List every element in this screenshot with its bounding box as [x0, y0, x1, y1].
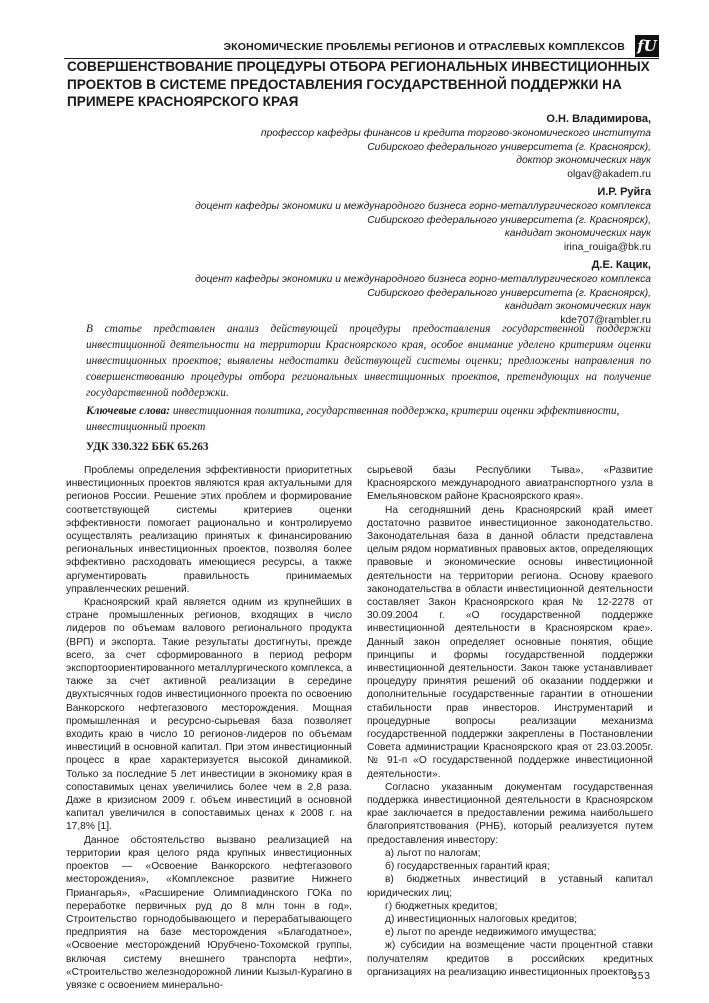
author-email: irina_rouiga@bk.ru: [563, 241, 651, 253]
authors-block: [131, 112, 651, 331]
author-affiliation: Сибирского федерального университета (г. Красноярск),: [367, 287, 651, 299]
paragraph: Данное обстоятельство вызвано реализацией на территории края целого ряда крупных инвестиционных проектов — «Освоение Ванкорского нефтегазового месторождения», «Комплексное развитие Нижнего Приангарья», «Расширение Олимпиадинского ГОКа по переработке первичных руд до 8 млн тонн в год», Строительство горнодобывающего и перерабатывающего предприятия на базе месторождения «Благодатное», «Освоение месторождений Юрубчено-Тохомской группы, включая систему внешнего транспорта нефти», «Строительство железнодорожной линии Кызыл-Курагино в увязке с освоением минерально-: [66, 834, 352, 991]
author-affiliation: Сибирского федерального университета (г. Красноярск),: [367, 141, 651, 153]
list-item: ж) субсидии на возмещение части процентной ставки получателям кредитов в российских кредитных организациях на реализацию инвестиционных проектов.: [367, 940, 653, 978]
paragraph: Проблемы определения эффективности приоритетных инвестиционных проектов являются края актуальными для регионов России. Решение этих проблем и формирование соответствующей системы критериев оценки эффективности помогает рационально и контролируемо осуществлять реализацию принятых к финансированию региональных инвестиционных проектов, позволяя более эффективно расходовать имеющиеся ресурсы, а также аргументировать правильность принимаемых управленческих решений.: [66, 465, 352, 595]
author-1: [131, 112, 651, 181]
paragraph: Согласно указанным документам государственная поддержка инвестиционной деятельности в Красноярском крае заключается в предоставлении режима наибольшего благоприятствования (РНБ), который реализуется путем предоставления инвестору:: [367, 781, 653, 846]
author-affiliation: доцент кафедры экономики и международного бизнеса горно-металлургического комплекса: [195, 274, 651, 285]
keywords: [86, 403, 651, 435]
author-name: Д.Е. Кацик,: [591, 259, 651, 271]
author-3: [131, 258, 651, 327]
keywords-label: Ключевые слова:: [86, 405, 171, 417]
author-email: olgav@akadem.ru: [567, 168, 651, 180]
article-title: СОВЕРШЕНСТВОВАНИЕ ПРОЦЕДУРЫ ОТБОРА РЕГИОНАЛЬНЫХ ИНВЕСТИЦИОННЫХ ПРОЕКТОВ В СИСТЕМЕ ПРЕДОСТАВЛЕНИЯ ГОСУДАРСТВЕННОЙ ПОДДЕРЖКИ НА ПРИМЕРЕ КРАСНОЯРСКОГО КРАЯ: [67, 59, 650, 109]
paragraph: Красноярский край является одним из крупнейших в стране промышленных регионов, входящих в число лидеров по объемам валового регионального продукта (ВРП) и экспорта. Такие результаты достигнуты, прежде всего, за счет сформированного в период реформ экспортоориентированного металлургического комплекса, а также за счет активной реализации в середине двухтысячных годов инвестиционного проекта по освоению Ванкорского нефтегазового месторождения. Мощная промышленная и ресурсно-сырьевая база позволяет входить краю в число 10 регионов-лидеров по объемам инвестиций в основной капитал. При этом инвестиционный процесс в крае характеризуется высокой динамикой. Только за последние 5 лет инвестиции в экономику края в сопоставимых ценах увеличились более чем в 2,8 раза. Даже в кризисном 2009 г. объем инвестиций в основной капитал увеличился в сопоставимых ценах к 2008 г. на 17,8% [1].: [66, 597, 352, 833]
page-number: 353: [631, 971, 651, 982]
running-header: [64, 38, 659, 59]
abstract: В статье представлен анализ действующей процедуры предоставления государственной поддержки инвестиционной деятельности на территории Красноярского края, особое внимание уделено критериям оценки инвестиционных проектов; выявлены недостатки действующей системы оценки; предложены направления по совершенствованию процедуры отбора региональных инвестиционных проектов, претендующих на получение государственной поддержки.: [86, 323, 651, 399]
body-column-left: [66, 464, 352, 992]
journal-logo: fU: [635, 35, 659, 57]
list-item: е) льгот по аренде недвижимого имущества;: [385, 927, 597, 939]
list-item: б) государственных гарантий края;: [385, 861, 550, 873]
author-name: О.Н. Владимирова,: [546, 113, 651, 125]
list-item: г) бюджетных кредитов;: [385, 900, 498, 912]
author-degree: доктор экономических наук: [516, 155, 651, 166]
author-email: kde707@rambler.ru: [560, 314, 651, 326]
paragraph: сырьевой базы Республики Тыва», «Развитие Красноярского международного авиатранспортного узла в Емельяновском районе Красноярского края».: [367, 465, 653, 503]
author-degree: кандидат экономических наук: [504, 228, 651, 239]
author-name: И.Р. Руйга: [597, 186, 651, 198]
list-item: д) инвестиционных налоговых кредитов;: [385, 913, 578, 925]
author-affiliation: Сибирского федерального университета (г. Красноярск),: [367, 214, 651, 226]
author-degree: кандидат экономических наук: [504, 301, 651, 312]
list-item: а) льгот по налогам;: [385, 847, 481, 859]
author-affiliation: профессор кафедры финансов и кредита торгово-экономического института: [260, 128, 651, 139]
list-item: в) бюджетных инвестиций в уставный капитал юридических лиц;: [367, 874, 653, 899]
paragraph: На сегодняшний день Красноярский край имеет достаточно развитое инвестиционное законодательство. Законодательная база в данной области представлена целым рядом нормативных правовых актов, определяющих правовые и экономические основы инвестиционной деятельности на территории региона. Основу краевого законодательства в области инвестиционной деятельности составляет Закон Красноярского края № 12-2278 от 30.09.2004 г. «О государственной поддержке инвестиционной деятельности в Красноярском крае». Данный закон определяет основные понятия, общие принципы и формы государственной поддержки инвестиционной деятельности. Закон также устанавливает процедуру принятия решений об оказании поддержки и дополнительные государственные гарантии в отношении стабильности прав инвесторов. Инструментарий и процедурные вопросы реализации механизма государственной поддержки закреплены в Постановлении Совета администрации Красноярского края от 23.03.2005г. № 91-п «О государственной поддержке инвестиционной деятельности».: [367, 504, 653, 780]
author-2: [131, 185, 651, 254]
keywords-text: инвестиционная политика, государственная поддержка, критерии оценки эффективности, инвестиционный проект: [86, 405, 620, 433]
udk-code: УДК 330.322 ББК 65.263: [86, 441, 209, 453]
body-column-right: [367, 464, 653, 979]
author-affiliation: доцент кафедры экономики и международного бизнеса горно-металлургического комплекса: [195, 201, 651, 212]
journal-section: ЭКОНОМИЧЕСКИЕ ПРОБЛЕМЫ РЕГИОНОВ И ОТРАСЛЕВЫХ КОМПЛЕКСОВ: [223, 41, 625, 53]
